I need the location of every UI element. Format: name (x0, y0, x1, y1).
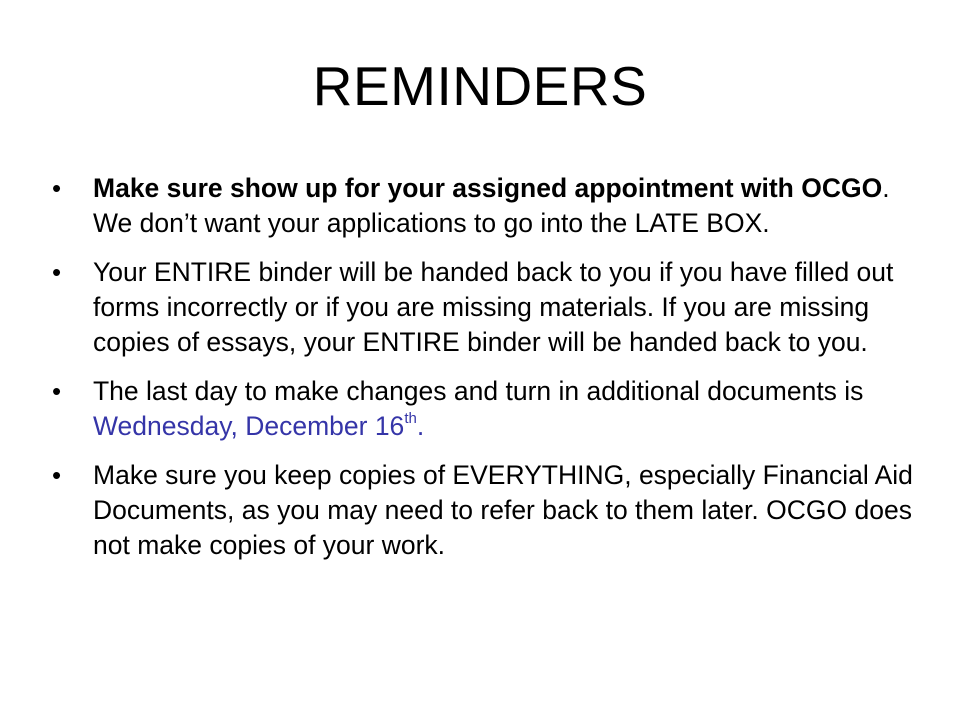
bullet-marker: • (52, 173, 62, 203)
bullet-list (52, 171, 922, 577)
bullet-item-copies (52, 458, 922, 563)
bullet-item-deadline (52, 374, 922, 444)
bullet-text: Make sure you keep copies of EVERYTHING, especially Financial Aid Documents, as you may need to refer back to them later. OCGO does not make copies of your work. (93, 460, 913, 560)
bullet-marker: • (52, 460, 62, 490)
bullet-marker: • (52, 376, 62, 406)
deadline-date-period: . (416, 411, 425, 441)
bullet-item-appointment (52, 171, 922, 241)
bullet-text: The last day to make changes and turn in additional documents is (93, 376, 864, 406)
slide-title: REMINDERS (312, 55, 648, 117)
bullet-text: . We don’t want your applications to go into the LATE BOX. (93, 173, 890, 238)
bullet-text: Your ENTIRE binder will be handed back to you if you have filled out forms incorrectly or if you are missing materials. If you are missing copies of essays, your ENTIRE binder will be handed back to you. (93, 257, 894, 357)
deadline-date-text: Wednesday, December 16 (93, 411, 405, 441)
bullet-bold-text: Make sure show up for your assigned appointment with OCGO (93, 173, 883, 203)
deadline-date-suffix: th (404, 410, 417, 427)
bullet-item-binder (52, 255, 922, 360)
bullet-marker: • (52, 257, 62, 287)
deadline-date (93, 411, 424, 441)
